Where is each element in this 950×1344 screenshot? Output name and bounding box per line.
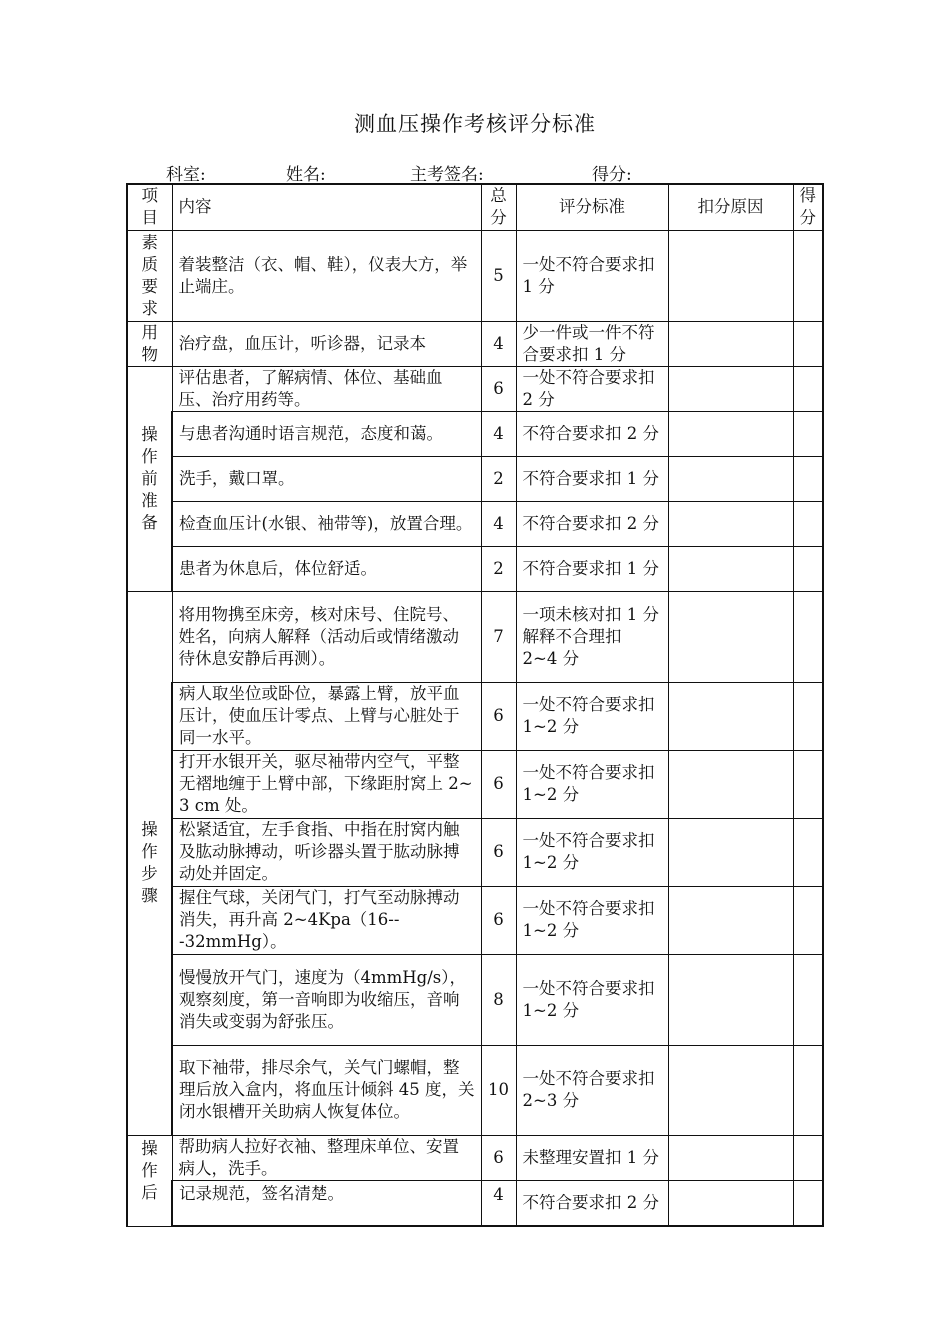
reason-cell [668, 1045, 793, 1135]
header-reason: 扣分原因 [668, 184, 793, 230]
standard-cell: 不符合要求扣 2 分 [516, 1180, 668, 1226]
score-cell [793, 886, 823, 954]
content-cell: 洗手，戴口罩。 [172, 456, 481, 501]
reason-cell [668, 366, 793, 411]
reason-cell [668, 750, 793, 818]
page-title: 测血压操作考核评分标准 [354, 112, 596, 136]
reason-cell [668, 886, 793, 954]
reason-cell [668, 954, 793, 1045]
table-row [127, 501, 823, 546]
points-cell: 6 [481, 366, 516, 411]
table-row [127, 1045, 823, 1135]
category-cell: 操 作 前 准 备 [127, 366, 172, 591]
score-cell [793, 546, 823, 591]
reason-cell [668, 411, 793, 456]
header-score: 得 分 [793, 184, 823, 230]
score-cell [793, 591, 823, 682]
reason-cell [668, 546, 793, 591]
reason-cell [668, 501, 793, 546]
table-row [127, 1180, 823, 1226]
score-cell [793, 682, 823, 750]
table-row [127, 886, 823, 954]
content-cell: 帮助病人拉好衣袖、整理床单位、安置病人，洗手。 [172, 1135, 481, 1180]
content-cell: 打开水银开关，驱尽袖带内空气，平整无褶地缠于上臂中部，下缘距肘窝上 2~ 3 cm 处。 [172, 750, 481, 818]
examiner-label: 主考签名: [410, 165, 484, 185]
points-cell: 10 [481, 1045, 516, 1135]
score-cell [793, 230, 823, 321]
score-cell [793, 501, 823, 546]
standard-cell: 一处不符合要求扣 1~2 分 [516, 818, 668, 886]
standard-cell: 一处不符合要求扣 1 分 [516, 230, 668, 321]
table-row [127, 230, 823, 321]
points-cell: 7 [481, 591, 516, 682]
name-label: 姓名: [286, 165, 326, 185]
points-cell: 2 [481, 546, 516, 591]
category-cell: 用 物 [127, 321, 172, 366]
table-row [127, 1135, 823, 1180]
score-cell [793, 321, 823, 366]
content-cell: 与患者沟通时语言规范，态度和蔼。 [172, 411, 481, 456]
standard-cell: 不符合要求扣 2 分 [516, 501, 668, 546]
table-row [127, 750, 823, 818]
points-cell: 2 [481, 456, 516, 501]
points-cell: 4 [481, 321, 516, 366]
standard-cell: 一项未核对扣 1 分 解释不合理扣 2~4 分 [516, 591, 668, 682]
content-cell: 着装整洁（衣、帽、鞋），仪表大方，举止端庄。 [172, 230, 481, 321]
content-cell: 检查血压计(水银、袖带等)，放置合理。 [172, 501, 481, 546]
table-row [127, 682, 823, 750]
category-cell: 操 作 后 [127, 1135, 172, 1226]
score-cell [793, 456, 823, 501]
score-cell [793, 411, 823, 456]
table-row [127, 546, 823, 591]
table-row [127, 321, 823, 366]
category-cell: 素 质 要 求 [127, 230, 172, 321]
score-cell [793, 366, 823, 411]
score-cell [793, 818, 823, 886]
category-cell: 操 作 步 骤 [127, 591, 172, 1135]
content-cell: 治疗盘，血压计，听诊器，记录本 [172, 321, 481, 366]
standard-cell: 少一件或一件不符合要求扣 1 分 [516, 321, 668, 366]
content-cell: 将用物携至床旁，核对床号、住院号、姓名，向病人解释（活动后或情绪激动待休息安静后再测）。 [172, 591, 481, 682]
table-row [127, 456, 823, 501]
table-header-row [127, 184, 823, 230]
reason-cell [668, 591, 793, 682]
score-label: 得分: [592, 165, 632, 185]
score-cell [793, 750, 823, 818]
score-cell [793, 1135, 823, 1180]
points-cell: 6 [481, 682, 516, 750]
table-row [127, 591, 823, 682]
points-cell: 4 [481, 1180, 516, 1226]
content-cell: 记录规范，签名清楚。 [172, 1180, 481, 1226]
standard-cell: 一处不符合要求扣 1~2 分 [516, 886, 668, 954]
dept-label: 科室: [166, 165, 206, 185]
content-cell: 慢慢放开气门，速度为（4mmHg/s），观察刻度，第一音响即为收缩压，音响消失或变弱为舒张压。 [172, 954, 481, 1045]
content-cell: 握住气球，关闭气门，打气至动脉搏动消失，再升高 2~4Kpa（16---32mmHg）。 [172, 886, 481, 954]
reason-cell [668, 456, 793, 501]
standard-cell: 一处不符合要求扣 1~2 分 [516, 954, 668, 1045]
reason-cell [668, 1135, 793, 1180]
points-cell: 6 [481, 750, 516, 818]
content-cell: 病人取坐位或卧位，暴露上臂，放平血压计，使血压计零点、上臂与心脏处于同一水平。 [172, 682, 481, 750]
points-cell: 6 [481, 1135, 516, 1180]
table-row [127, 818, 823, 886]
header-total: 总 分 [481, 184, 516, 230]
header-item: 项 目 [127, 184, 172, 230]
standard-cell: 一处不符合要求扣 1~2 分 [516, 682, 668, 750]
reason-cell [668, 1180, 793, 1226]
score-cell [793, 954, 823, 1045]
standard-cell: 一处不符合要求扣 2~3 分 [516, 1045, 668, 1135]
points-cell: 8 [481, 954, 516, 1045]
content-cell: 松紧适宜，左手食指、中指在肘窝内触及肱动脉搏动，听诊器头置于肱动脉搏动处并固定。 [172, 818, 481, 886]
points-cell: 4 [481, 501, 516, 546]
reason-cell [668, 230, 793, 321]
standard-cell: 一处不符合要求扣 2 分 [516, 366, 668, 411]
standard-cell: 不符合要求扣 2 分 [516, 411, 668, 456]
content-cell: 评估患者，了解病情、体位、基础血压、治疗用药等。 [172, 366, 481, 411]
points-cell: 5 [481, 230, 516, 321]
header-content: 内容 [172, 184, 481, 230]
points-cell: 6 [481, 818, 516, 886]
content-cell: 患者为休息后，体位舒适。 [172, 546, 481, 591]
score-cell [793, 1045, 823, 1135]
table-row [127, 411, 823, 456]
reason-cell [668, 818, 793, 886]
content-cell: 取下袖带，排尽余气，关气门螺帽，整理后放入盒内，将血压计倾斜 45 度，关闭水银槽开关助病人恢复体位。 [172, 1045, 481, 1135]
points-cell: 4 [481, 411, 516, 456]
standard-cell: 不符合要求扣 1 分 [516, 456, 668, 501]
table-row [127, 366, 823, 411]
score-cell [793, 1180, 823, 1226]
scoring-table [126, 183, 824, 1227]
reason-cell [668, 321, 793, 366]
points-cell: 6 [481, 886, 516, 954]
reason-cell [668, 682, 793, 750]
standard-cell: 未整理安置扣 1 分 [516, 1135, 668, 1180]
table-row [127, 954, 823, 1045]
standard-cell: 不符合要求扣 1 分 [516, 546, 668, 591]
header-standard: 评分标准 [516, 184, 668, 230]
standard-cell: 一处不符合要求扣 1~2 分 [516, 750, 668, 818]
